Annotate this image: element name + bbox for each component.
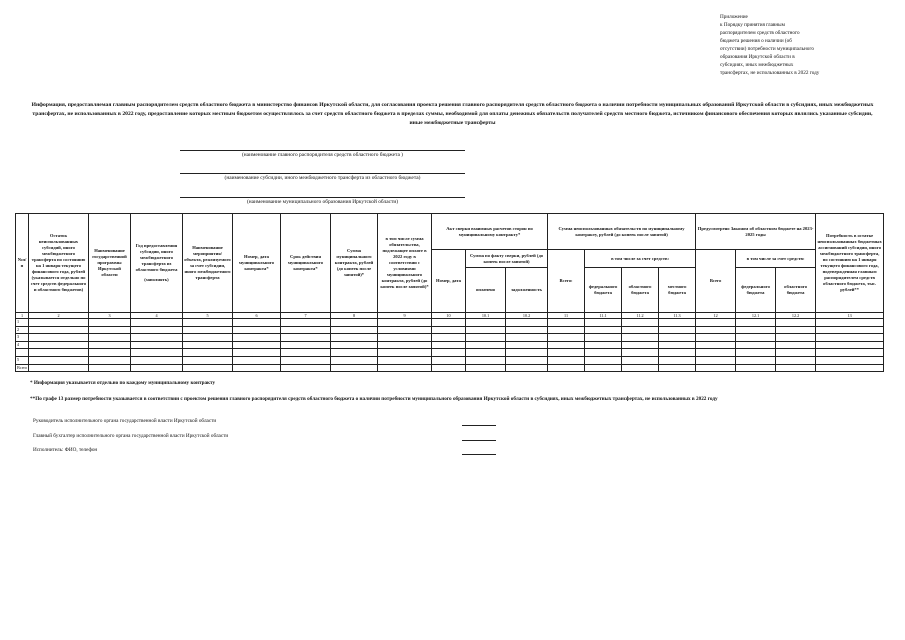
table-cell[interactable] xyxy=(816,356,884,364)
table-cell[interactable] xyxy=(29,326,89,334)
table-cell[interactable] xyxy=(659,319,696,327)
header-unused-total: Всего: xyxy=(548,250,585,313)
field-caption: (наименование главного распорядителя средств областного бюджета ) xyxy=(242,152,403,158)
header-program-name: Наименование государственной программы Иркутской области xyxy=(89,214,131,313)
table-row xyxy=(16,319,884,327)
column-number: 2 xyxy=(29,313,89,319)
table-row xyxy=(16,341,884,349)
table-cell[interactable] xyxy=(281,326,331,334)
column-number: 11 xyxy=(548,313,585,319)
field-caption: (наименование муниципального образования Иркутской области) xyxy=(246,199,399,205)
column-number: 4 xyxy=(131,313,183,319)
row-label xyxy=(16,349,29,357)
table-cell[interactable] xyxy=(233,319,281,327)
header-need: Потребность в остатке неиспользованных бюджетных ассигнований субсидии, иного межбюджетного трансферта, по состоянию на 1 января текущего финансового года, подтвержденная главным распорядителем средств областного бюджета, тыс. рублей** xyxy=(816,214,884,313)
table-cell[interactable] xyxy=(131,334,183,342)
header-unused-regional: областного бюджета xyxy=(622,268,659,313)
document-title: Информация, предоставляемая главным распорядителем средств областного бюджета в министерство финансов Иркутской области, для согласования проекта решения главного распорядителя средств областного бюджета о наличии потребности муниципальных образований Иркутской области в субсидиях, иных межбюджетных трансфертах, не использованных в 2022 году, предоставление которых местным бюджетом осуществлялось за счет средств областного бюджета в пределах суммы, необходимой для оплаты денежных обязательств получателей средств местного бюджета, источником финансового обеспечения которых являлись указанные субсидии, иные межбюджетные трансферты xyxy=(31,102,874,126)
row-label: 3 xyxy=(16,334,29,342)
table-cell[interactable] xyxy=(281,334,331,342)
appendix-line: бюджета решения о наличии (об xyxy=(720,38,792,44)
table-cell[interactable] xyxy=(776,334,816,342)
table-cell[interactable] xyxy=(696,341,736,349)
header-act-sum: Сумма по факту сверки, рублей (до копеек после запятой) xyxy=(466,250,548,268)
table-cell[interactable] xyxy=(736,326,776,334)
column-number: 11.2 xyxy=(622,313,659,319)
table-cell[interactable] xyxy=(331,319,378,327)
table-cell[interactable] xyxy=(622,326,659,334)
table-cell[interactable] xyxy=(659,341,696,349)
table-cell[interactable] xyxy=(696,334,736,342)
table-cell[interactable] xyxy=(233,341,281,349)
table-cell[interactable] xyxy=(131,319,183,327)
column-number: 10.2 xyxy=(506,313,548,319)
table-cell[interactable] xyxy=(776,364,816,372)
table-cell[interactable] xyxy=(233,349,281,357)
table-row xyxy=(16,356,884,364)
table-cell[interactable] xyxy=(29,319,89,327)
table-cell[interactable] xyxy=(29,356,89,364)
table-cell[interactable] xyxy=(585,326,622,334)
column-number: 6 xyxy=(233,313,281,319)
table-cell[interactable] xyxy=(281,341,331,349)
table-cell[interactable] xyxy=(131,356,183,364)
header-year-text: Год предоставления субсидии, иного межбюджетного трансферта из областного бюджета xyxy=(135,243,178,272)
table-cell[interactable] xyxy=(183,364,233,372)
table-cell[interactable] xyxy=(776,326,816,334)
table-cell[interactable] xyxy=(659,326,696,334)
table-cell[interactable] xyxy=(659,334,696,342)
appendix-line: к Порядку принятия главным xyxy=(720,22,785,28)
table-cell[interactable] xyxy=(696,349,736,357)
table-cell[interactable] xyxy=(506,334,548,342)
column-number: 12 xyxy=(696,313,736,319)
table-cell[interactable] xyxy=(466,326,506,334)
table-cell[interactable] xyxy=(696,356,736,364)
header-law-sources: в том числе за счет средств: xyxy=(736,250,816,268)
appendix-note xyxy=(720,13,890,77)
table-cell[interactable] xyxy=(331,349,378,357)
column-number: 7 xyxy=(281,313,331,319)
table-cell[interactable] xyxy=(233,326,281,334)
table-cell[interactable] xyxy=(622,364,659,372)
table-cell[interactable] xyxy=(466,356,506,364)
table-cell[interactable] xyxy=(183,349,233,357)
table-cell[interactable] xyxy=(548,349,585,357)
table-cell[interactable] xyxy=(378,341,432,349)
row-label: 2 xyxy=(16,326,29,334)
table-cell[interactable] xyxy=(89,334,131,342)
row-label: 4 xyxy=(16,341,29,349)
signature-line-accountant[interactable] xyxy=(462,440,496,441)
table-cell[interactable] xyxy=(281,349,331,357)
table-cell[interactable] xyxy=(696,364,736,372)
table-cell[interactable] xyxy=(696,326,736,334)
column-number: 11.1 xyxy=(585,313,622,319)
row-label: 5 xyxy=(16,356,29,364)
header-unused-federal: федерального бюджета xyxy=(585,268,622,313)
header-unused-obligations: Сумма неиспользованных обязательств по муниципальному контракту, рублей (до копеек после запятой) xyxy=(548,214,696,250)
table-cell[interactable] xyxy=(548,326,585,334)
report-table xyxy=(15,213,884,372)
table-cell[interactable] xyxy=(622,334,659,342)
table-cell[interactable] xyxy=(506,319,548,327)
row-label: Всего xyxy=(17,364,28,370)
header-num: №п/п xyxy=(16,214,29,313)
table-cell[interactable] xyxy=(736,356,776,364)
table-cell[interactable] xyxy=(506,326,548,334)
table-cell[interactable] xyxy=(432,334,466,342)
table-cell[interactable] xyxy=(548,356,585,364)
table-cell[interactable] xyxy=(736,341,776,349)
table-cell[interactable] xyxy=(696,319,736,327)
table-cell[interactable] xyxy=(29,334,89,342)
table-cell[interactable] xyxy=(432,341,466,349)
table-cell[interactable] xyxy=(506,356,548,364)
table-cell[interactable] xyxy=(466,334,506,342)
table-cell[interactable] xyxy=(432,326,466,334)
signature-line-head[interactable] xyxy=(462,425,496,426)
table-cell[interactable] xyxy=(233,364,281,372)
table-cell[interactable] xyxy=(506,349,548,357)
table-cell[interactable] xyxy=(131,364,183,372)
column-number: 10 xyxy=(432,313,466,319)
table-cell[interactable] xyxy=(432,349,466,357)
header-unused-local: местного бюджета xyxy=(659,268,696,313)
header-remaining-subsidy: Остаток неиспользованных субсидий, иного межбюджетного трансферта по состоянию на 1 января текущего финансового года, рублей (указывается отдельно по счет средств федерального и областного бюджетов) xyxy=(29,214,89,313)
appendix-line: отсутствии) потребности муниципального xyxy=(720,46,814,52)
table-cell[interactable] xyxy=(281,319,331,327)
table-cell[interactable] xyxy=(29,364,89,372)
table-cell[interactable] xyxy=(183,326,233,334)
signature-executor: Исполнитель: ФИО, телефон xyxy=(33,447,98,453)
signature-head: Руководитель исполнительного органа государственной власти Иркутской области xyxy=(33,418,217,424)
column-number: 8 xyxy=(331,313,378,319)
table-cell[interactable] xyxy=(548,341,585,349)
table-cell[interactable] xyxy=(776,341,816,349)
table-cell[interactable] xyxy=(659,356,696,364)
table-cell[interactable] xyxy=(816,326,884,334)
table-cell[interactable] xyxy=(378,364,432,372)
table-cell[interactable] xyxy=(506,364,548,372)
table-cell[interactable] xyxy=(183,334,233,342)
column-number: 12.1 xyxy=(736,313,776,319)
table-cell[interactable] xyxy=(776,349,816,357)
table-cell[interactable] xyxy=(378,349,432,357)
table-cell[interactable] xyxy=(378,356,432,364)
table-row xyxy=(16,349,884,357)
field-caption: (наименование субсидии, иного межбюджетного трансферта из областного бюджета) xyxy=(224,175,421,181)
table-cell[interactable] xyxy=(183,341,233,349)
table-cell[interactable] xyxy=(585,364,622,372)
table-cell[interactable] xyxy=(183,356,233,364)
table-row xyxy=(16,364,884,372)
table-cell[interactable] xyxy=(466,341,506,349)
table-cell[interactable] xyxy=(378,334,432,342)
appendix-line: распорядителем средств областного xyxy=(720,30,800,36)
table-cell[interactable] xyxy=(466,349,506,357)
header-contract-sum: Сумма муниципального контракта, рублей (до копеек после запятой)* xyxy=(331,214,378,313)
header-reconciliation-act: Акт сверки взаимных расчетов сторон по муниципальному контракту* xyxy=(432,214,548,250)
header-year-note: (заполнять) xyxy=(144,277,169,282)
table-cell[interactable] xyxy=(233,334,281,342)
table-cell[interactable] xyxy=(659,364,696,372)
table-cell[interactable] xyxy=(659,349,696,357)
table-cell[interactable] xyxy=(89,341,131,349)
column-number: 11.3 xyxy=(659,313,696,319)
appendix-line: трансфертах, не использованных в 2022 году xyxy=(720,70,820,76)
header-act-number: Номер, дата xyxy=(432,250,466,313)
table-cell[interactable] xyxy=(622,349,659,357)
table-cell[interactable] xyxy=(331,341,378,349)
table-cell[interactable] xyxy=(331,326,378,334)
header-activity: Наименование мероприятия/ объекта, реализуемого за счет субсидии, иного межбюджетного трансферта xyxy=(183,214,233,313)
table-cell[interactable] xyxy=(548,364,585,372)
column-number: 3 xyxy=(89,313,131,319)
header-law-federal: федерального бюджета xyxy=(736,268,776,313)
table-row xyxy=(16,334,884,342)
table-cell[interactable] xyxy=(585,356,622,364)
table-cell[interactable] xyxy=(736,319,776,327)
signature-accountant: Главный бухгалтер исполнительного органа государственной власти Иркутской области xyxy=(33,433,229,439)
table-cell[interactable] xyxy=(816,334,884,342)
table-cell[interactable] xyxy=(585,349,622,357)
table-cell[interactable] xyxy=(331,334,378,342)
column-number: 12.2 xyxy=(776,313,816,319)
table-cell[interactable] xyxy=(585,341,622,349)
table-cell[interactable] xyxy=(816,341,884,349)
header-law-total: Всего xyxy=(696,250,736,313)
table-cell[interactable] xyxy=(331,356,378,364)
table-cell[interactable] xyxy=(89,364,131,372)
table-cell[interactable] xyxy=(776,319,816,327)
table-cell[interactable] xyxy=(378,326,432,334)
appendix-line: образования Иркутской области в xyxy=(720,54,795,60)
table-cell[interactable] xyxy=(816,319,884,327)
table-cell[interactable] xyxy=(29,341,89,349)
signature-line-executor[interactable] xyxy=(462,454,496,455)
table-cell[interactable] xyxy=(131,341,183,349)
column-number: 13 xyxy=(816,313,884,319)
table-cell[interactable] xyxy=(816,349,884,357)
table-cell[interactable] xyxy=(736,349,776,357)
header-contract-number: Номер, дата муниципального контракта* xyxy=(233,214,281,313)
table-cell[interactable] xyxy=(466,364,506,372)
table-cell[interactable] xyxy=(506,341,548,349)
footnote-2: **По графе 13 размер потребности указывается в соответствии с проектом решения главного распорядителя средств областного бюджета о наличии потребности муниципального образования Иркутской области в субсидиях, иных межбюджетных трансфертах, не использованных в 2022 году xyxy=(30,396,718,402)
table-cell[interactable] xyxy=(131,349,183,357)
table-cell[interactable] xyxy=(89,326,131,334)
column-number: 9 xyxy=(378,313,432,319)
row-label: 1 xyxy=(16,319,29,327)
appendix-line: субсидиях, иных межбюджетных xyxy=(720,62,794,68)
table-cell[interactable] xyxy=(622,341,659,349)
appendix-line: Приложение xyxy=(720,14,748,20)
table-cell[interactable] xyxy=(281,356,331,364)
table-cell[interactable] xyxy=(622,319,659,327)
header-contract-term: Срок действия муниципального контракта* xyxy=(281,214,331,313)
table-cell[interactable] xyxy=(776,356,816,364)
table-cell[interactable] xyxy=(281,364,331,372)
footnote-1: * Информация указывается отдельно по каждому муниципальному контракту xyxy=(30,380,216,386)
table-cell[interactable] xyxy=(736,364,776,372)
table-cell[interactable] xyxy=(548,334,585,342)
table-cell[interactable] xyxy=(816,364,884,372)
column-number: 1 xyxy=(16,313,29,319)
header-year xyxy=(131,214,183,313)
table-cell[interactable] xyxy=(432,364,466,372)
table-cell[interactable] xyxy=(622,356,659,364)
table-cell[interactable] xyxy=(378,319,432,327)
table-cell[interactable] xyxy=(183,319,233,327)
table-cell[interactable] xyxy=(131,326,183,334)
field-subsidy-name[interactable] xyxy=(180,173,465,181)
table-cell[interactable] xyxy=(736,334,776,342)
header-obligation-2022: в том числе сумма обязательства, подлежащее оплате в 2022 году в соответствии с условиями муниципального контракта, рублей (до копеек после запятой)* xyxy=(378,214,432,313)
field-municipality[interactable] xyxy=(180,197,465,205)
table-row xyxy=(16,326,884,334)
table-cell[interactable] xyxy=(432,356,466,364)
header-law-regional: областного бюджета xyxy=(776,268,816,313)
header-budget-law: Предусмотрено Законом об областном бюджете на 2023-2025 годы xyxy=(696,214,816,250)
table-cell[interactable] xyxy=(233,356,281,364)
column-number: 10.1 xyxy=(466,313,506,319)
table-cell[interactable] xyxy=(331,364,378,372)
table-cell[interactable] xyxy=(29,349,89,357)
header-unused-sources: в том числе за счет средств: xyxy=(585,250,696,268)
table-cell[interactable] xyxy=(548,319,585,327)
table-cell[interactable] xyxy=(585,334,622,342)
table-cell[interactable] xyxy=(466,319,506,327)
table-cell[interactable] xyxy=(89,356,131,364)
field-budget-manager[interactable] xyxy=(180,150,465,158)
table-cell[interactable] xyxy=(585,319,622,327)
header-act-paid: оплачено xyxy=(466,268,506,313)
table-cell[interactable] xyxy=(432,319,466,327)
table-cell[interactable] xyxy=(89,319,131,327)
header-act-debt: задолженность xyxy=(506,268,548,313)
column-number: 5 xyxy=(183,313,233,319)
table-cell[interactable] xyxy=(89,349,131,357)
